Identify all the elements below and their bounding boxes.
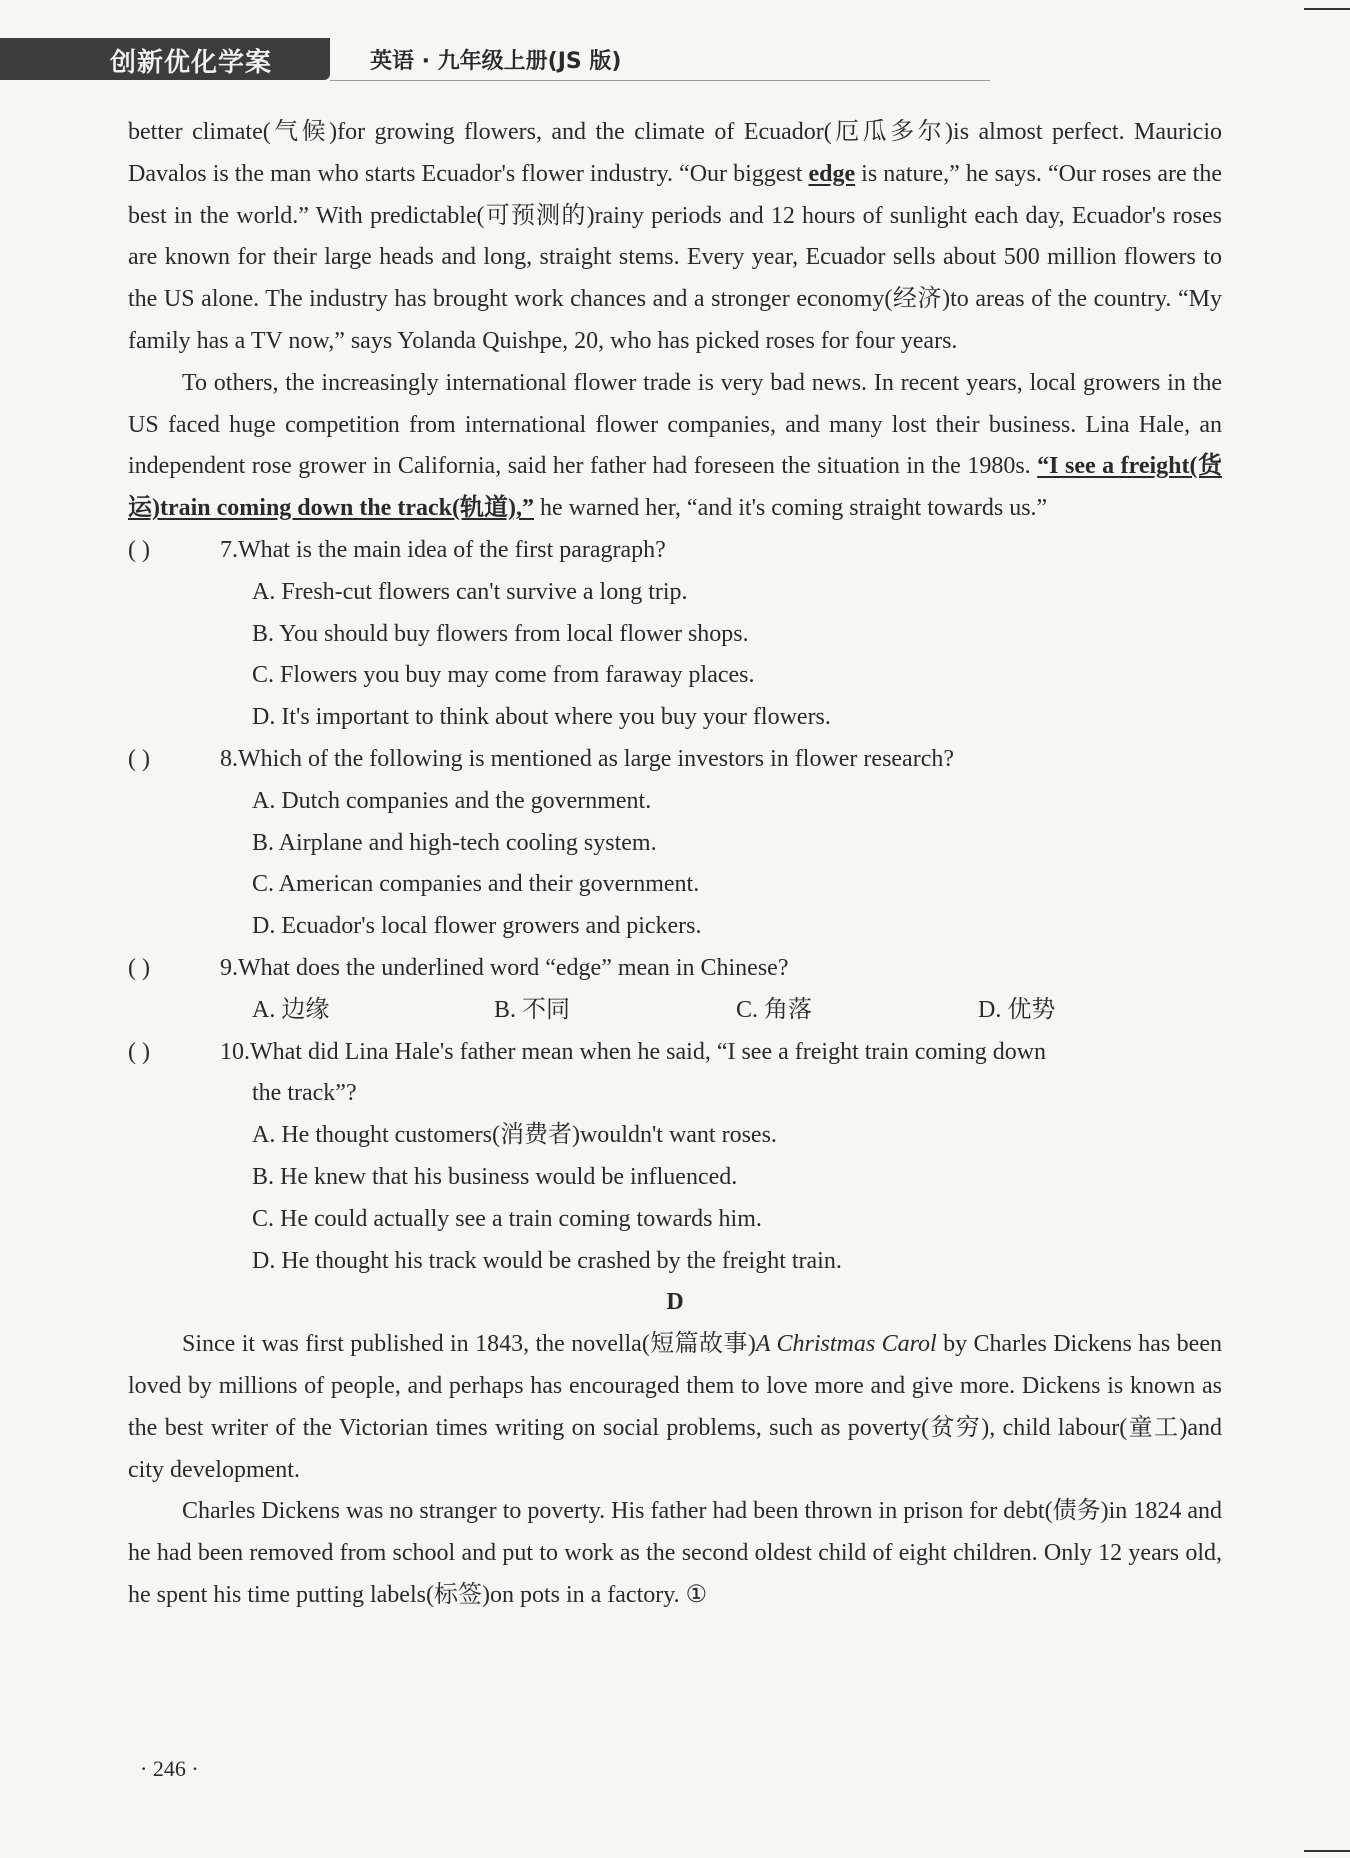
question-text: What does the underlined word “edge” mean in Chinese? bbox=[238, 954, 789, 981]
underlined-word-edge: edge bbox=[808, 160, 856, 187]
question-text: What did Lina Hale's father mean when he said, “I see a freight train coming down bbox=[250, 1038, 1047, 1065]
header-divider bbox=[330, 80, 990, 81]
answer-blank[interactable]: ( ) bbox=[128, 536, 150, 563]
option-c: C. 角落 bbox=[736, 996, 813, 1023]
option-d: D. It's important to think about where you buy your flowers. bbox=[252, 704, 831, 731]
question-7 bbox=[128, 530, 1222, 739]
option-c: C. He could actually see a train coming towards him. bbox=[252, 1205, 762, 1232]
option-a: A. 边缘 bbox=[252, 996, 330, 1023]
answer-blank[interactable]: ( ) bbox=[128, 1038, 150, 1065]
question-text-continued: the track”? bbox=[252, 1080, 357, 1107]
brand-title: 创新优化学案 bbox=[110, 48, 273, 78]
option-b: B. You should buy flowers from local flower shops. bbox=[252, 620, 749, 647]
passage-c-paragraph-2: To others, the increasingly international flower trade is very bad news. In recent years, local growers in the US faced huge competition from international flower companies, and many lost their business. Lina Hale, an independent rose grower in California, said her father had foreseen the situation in the 1980s. “I see a freight(货运)train coming down the track(轨道),” he warned her, “and it's coming straight towards us.” bbox=[128, 369, 1222, 522]
passage-d-paragraph-1: Since it was first published in 1843, the novella(短篇故事)A Christmas Carol by Charles Dickens has been loved by millions of people, and perhaps has encouraged them to love more and give more. Dickens is known as the best writer of the Victorian times writing on social problems, such as poverty(贫穷), child labour(童工)and city development. bbox=[128, 1331, 1222, 1483]
option-d: D. Ecuador's local flower growers and pickers. bbox=[252, 913, 702, 940]
question-text: What is the main idea of the first paragraph? bbox=[238, 536, 666, 563]
option-a: A. Fresh-cut flowers can't survive a long trip. bbox=[252, 578, 688, 605]
option-b: B. He knew that his business would be influenced. bbox=[252, 1163, 738, 1190]
page-content bbox=[128, 112, 1222, 1617]
option-c: C. Flowers you buy may come from faraway places. bbox=[252, 662, 755, 689]
subject-title: 英语 · 九年级上册(JS 版) bbox=[370, 49, 622, 74]
option-a: A. He thought customers(消费者)wouldn't want roses. bbox=[252, 1122, 777, 1149]
question-text: Which of the following is mentioned as large investors in flower research? bbox=[238, 745, 955, 772]
question-number: 8. bbox=[220, 745, 238, 772]
option-d: D. 优势 bbox=[978, 996, 1056, 1023]
question-10 bbox=[128, 1032, 1222, 1283]
page-number: · 246 · bbox=[140, 1756, 199, 1781]
question-number: 10. bbox=[220, 1038, 250, 1065]
option-d: D. He thought his track would be crashed by the freight train. bbox=[252, 1247, 842, 1274]
option-b: B. Airplane and high-tech cooling system. bbox=[252, 829, 657, 856]
question-8 bbox=[128, 739, 1222, 948]
option-c: C. American companies and their government. bbox=[252, 871, 700, 898]
passage-c-paragraph-1: better climate(气候)for growing flowers, and the climate of Ecuador(厄瓜多尔)is almost perfect. Mauricio Davalos is the man who starts Ecuador's flower industry. “Our biggest edge is nature,” he says. “Our roses are the best in the world.” With predictable(可预测的)rainy periods and 12 hours of sunlight each day, Ecuador's roses are known for their large heads and long, straight stems. Every year, Ecuador sells about 500 million flowers to the US alone. The industry has brought work chances and a stronger economy(经济)to areas of the country. “My family has a TV now,” says Yolanda Quishpe, 20, who has picked roses for four years. bbox=[128, 119, 1222, 354]
crop-mark-bottom bbox=[1304, 1850, 1350, 1852]
underlined-quote: “I see a freight(货运)train coming down the track(轨道),” bbox=[128, 453, 1222, 522]
question-number: 9. bbox=[220, 954, 238, 981]
option-a: A. Dutch companies and the government. bbox=[252, 787, 652, 814]
question-9 bbox=[128, 948, 1222, 1032]
passage-d-paragraph-2: Charles Dickens was no stranger to poverty. His father had been thrown in prison for debt(债务)in 1824 and he had been removed from school and put to work as the second oldest child of eight children. Only 12 years old, he spent his time putting labels(标签)on pots in a factory. ① bbox=[128, 1498, 1222, 1608]
section-title-d: D bbox=[666, 1289, 684, 1316]
option-b: B. 不同 bbox=[494, 996, 571, 1023]
crop-mark-top bbox=[1304, 8, 1350, 10]
answer-blank[interactable]: ( ) bbox=[128, 954, 150, 981]
answer-blank[interactable]: ( ) bbox=[128, 745, 150, 772]
book-title: A Christmas Carol bbox=[755, 1331, 937, 1358]
question-number: 7. bbox=[220, 536, 238, 563]
options-row bbox=[128, 990, 1222, 1032]
